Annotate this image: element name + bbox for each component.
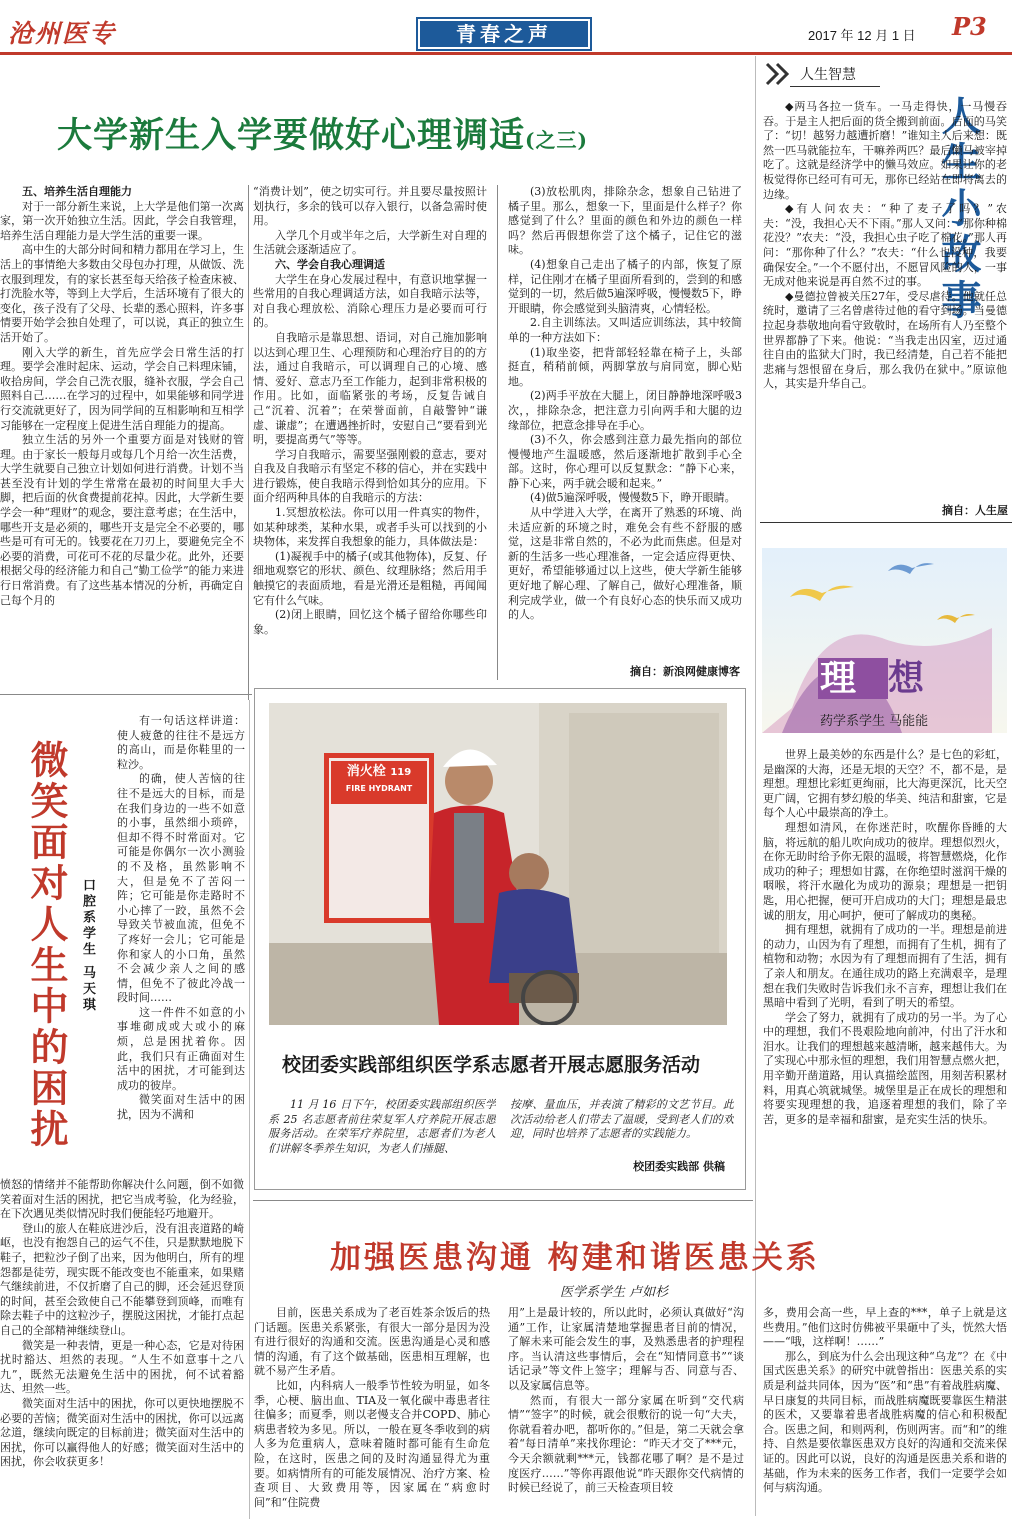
paragraph: 目前，医患关系成为了老百姓茶余饭后的热门话题。医患关系紧张，有很大一部分是因为没有进行很好的沟通和交流。医患沟通是心灵和感情的沟通，有了这个做基础，医患相互理解，也就不易产生矛盾。 <box>254 1306 490 1378</box>
paragraph: 刚入大学的新生，首先应学会日常生活的打理。要学会准时起床、运动，学会自己料理床铺，收拾房间，学会自己洗衣服，缝补衣服，学会自己照料自己……在学习的过程中，如果能够和同学进行交流就更好了，因为同学间的互相影响和互相学习能够在一定程度上促进生活自理能力的提高。 <box>0 345 244 432</box>
ideal-title: 理想 <box>820 658 955 699</box>
story-text <box>763 100 1007 505</box>
smile-vertical-title: 微笑面对人生中的困扰 <box>24 740 69 1150</box>
volunteer-photo <box>269 703 727 1025</box>
paragraph: ◆曼德拉曾被关压27年，受尽虐待。他就任总统时，邀请了三名曾虐待过他的看守到场。当曼德拉起身恭敬地向看守致敬时，在场所有人乃至整个世界都静了下来。他说：“当我走出囚室，迈过通往自由的监狱大门时，我已经清楚，自己若不能把悲痛与怨恨留在身后，那么我仍在狱中。”原谅他人，其实是升华自己。 <box>763 289 1007 391</box>
column-banner: 青春之声 <box>416 17 592 51</box>
paragraph: ◆有人问农夫：“种了麦子了吗？”农夫：“没，我担心天不下雨。”那人又问：“那你种棉花没？”农夫：“没，我担心虫子吃了棉花。”那人再问：“那你种了什么？”农夫：“什么也没种，我要确保安全。”一个不愿付出，不愿冒风险的人，一事无成对他来说是再自然不过的事。 <box>763 202 1007 289</box>
newspaper-name: 沧州医专 <box>8 19 117 48</box>
doctor-column-1 <box>254 1306 490 1516</box>
photo-text-left: 11 月 16 日下午，校团委实践部组织医学系 25 名志愿者前往荣复军人疗养院开展志愿服务活动。在荣军疗养院里，志愿者们为老人们讲解冬季养生知识，为老人们捶腿、 <box>268 1098 496 1155</box>
article-column-1 <box>0 185 244 705</box>
smile-text-wide <box>0 1178 244 1516</box>
paragraph: “消费计划”，使之切实可行。并且要尽量按照计划执行，多余的钱可以存入银行，以备急需时使用。 <box>253 185 487 228</box>
paragraph: 2.自主训练法。又叫适应训练法，其中较简单的一种方法如下： <box>508 316 742 344</box>
paragraph: 这一件件不如意的小事堆砌成或大或小的麻烦，总是困扰着你。因此，我们只有正确面对生活中的困扰，才可能到达成功的彼岸。 <box>117 1005 245 1092</box>
paragraph: 学会了努力，就拥有了成功的另一半。为了心中的理想，我们不畏艰险地向前冲，付出了汗水和泪水。让我们的理想越来越清晰，越来越伟大。为了实现心中那永恒的理想，我们用智慧点燃火把，用辛勤开凿道路，用认真描绘蓝图，用刻苦积累材料，用真心筑就城堡。城堡里是正在成长的理想和将要实现理想的我，追逐着理想的我们，除了辛苦，更多的是幸福和甜蜜，是充实生活的快乐。 <box>763 1010 1007 1126</box>
doctor-column-2 <box>508 1306 744 1516</box>
paragraph: 比如，内科病人一般季节性较为明显，如冬季，心梗、脑出血、TIA及一氧化碳中毒患者往往偏多；而夏季，则以老慢支合并COPD、肺心病患者较为多见。所以，一般在夏冬季收到的病人多为危重病人，意味着随时都可能有生命危险，在这时，医患之间的及时沟通显得尤为重要。如病情所有的可能发展情况、治疗方案、检查项目、大致费用等，因家属在“病愈时间”和“住院费 <box>254 1378 490 1509</box>
paragraph: (1)取坐姿，把背部轻轻靠在椅子上，头部挺直，稍稍前倾，两脚掌放与肩同宽，脚心贴地。 <box>508 345 742 388</box>
paragraph: 大学生在身心发展过程中，有意识地掌握一些常用的自我心理调适方法，如自我暗示法等，对自我心理放松、消除心理压力是必要而可行的。 <box>253 272 487 330</box>
divider <box>253 1200 753 1201</box>
smile-text-narrow <box>117 714 245 1180</box>
paragraph: 微笑面对生活中的困扰，你可以更快地摆脱不必要的苦恼；微笑面对生活中的困扰，你可以远离忿道，继续向既定的目标前进；微笑面对生活中的困扰，你可以赢得他人的好感；微笑面对生活中的困扰，你会收获更多！ <box>0 1396 244 1469</box>
paragraph: 微笑面对生活中的困扰，因为不满和 <box>117 1093 245 1122</box>
paragraph: (3)不久，你会感到注意力最先指向的部位慢慢地产生温暖感，然后逐渐地扩散到手心全部。这时，你心理可以反复默念：“静下心来，静下心来，两手就会暖和起来。” <box>508 433 742 490</box>
paragraph: (3)放松肌肉，排除杂念，想象自己钻进了橘子里。那么，想象一下，里面是什么样子？你感觉到了什么？里面的颜色和外边的颜色一样吗？然后再假想你尝了这个橘子，记住它的滋味。 <box>508 185 742 257</box>
issue-date: 2017 年 12 月 1 日 <box>808 28 916 43</box>
paragraph: (4)想象自己走出了橘子的内部，恢复了原样，记住刚才在橘子里面所看到的，尝到的和感觉到的一切，然后做5遍深呼吸，慢慢数5下，睁开眼睛，你会感觉到头脑清爽，心情轻松。 <box>508 257 742 315</box>
paragraph: 理想如清风，在你迷茫时，吹醒你昏睡的大脑，将远航的船儿吹向成功的彼岸。理想似烈火，在你无助时给予你无限的温暖，将智慧燃烧，化作成功的种子；理想如甘露，在你绝望时滋润干燥的咽喉，将汗水融化为成功的源泉；理想是一把钥匙，用心把握，便可开启成功的大门；理想是最忠诚的朋友，用心呵护，便可了解成功的奥秘。 <box>763 820 1007 922</box>
photo-illustration <box>269 703 727 1025</box>
paragraph: 六、学会自我心理调适 <box>275 257 385 271</box>
article-column-2 <box>253 185 487 680</box>
masthead-rule <box>0 52 1012 55</box>
paragraph: 高中生的大部分时间和精力都用在学习上，生活上的事情绝大多数由父母包办打理，从做饭、洗衣服到理发，有的家长甚至每天给孩子检查床被、打洗脸水等，等到上大学后，生活环境有了很大的变化，孩子没有了父母、长辈的悉心照料，许多事情要开始学会独自处理了，可以说，真正的独立生活开始了。 <box>0 243 244 344</box>
paragraph: 学习自我暗示，需要坚强刚毅的意志，要对自我及自我暗示有坚定不移的信心，并在实践中进行锻炼，使自我暗示得到恰如其分的应用。下面介绍两种具体的自我暗示的方法： <box>253 447 487 505</box>
article-credit: 摘自：新浪网健康博客 <box>630 665 740 678</box>
ideal-text <box>763 748 1007 1188</box>
paragraph: 从中学进入大学，在离开了熟悉的环境、尚未适应新的环境之时，难免会有些不舒服的感觉，这是非常自然的，不必为此而焦虑。但是对新的生活多一些心理准备，一定会适应得更快、更好，希望能够通过以上这些，使大学新生能够更好地了解心理、了解自己，做好心理准备，顺利完成学业，做一个有良好心态的快乐而又成功的人。 <box>508 506 742 622</box>
paragraph: 微笑是一种表情，更是一种心态，它是对待困扰时豁达、坦然的表现。“人生不如意事十之八九”，既然无法避免生活中的困扰，何不试着豁达、坦然一些。 <box>0 1338 244 1396</box>
paragraph: 多，费用会高一些，早上查的***，单子上就是这些费用。”他们这时仿佛被平果砸中了头，恍然大悟——“哦，这样啊！……” <box>763 1306 1007 1349</box>
paragraph: 登山的旅人在鞋底进沙后，没有沮丧道路的崎岖，也没有抱怨自己的运气不佳，只是默默地脱下鞋子，把粒沙子倒了出来，因为他明白，所有的埋怨都是徒劳，现实既不能改变也不能重来，如果赌气继续前进，不仅折磨了自己的脚，还会延迟登顶的时间，甚至会致使自己不能攀登到顶峰，而唯有除去鞋子中的这粒沙子，摆脱这困扰，才能打点起自己的全部精神继续登山。 <box>0 1221 244 1337</box>
story-credit: 摘自：人生屋 <box>942 504 1008 517</box>
page-number: P3 <box>952 12 987 41</box>
divider <box>790 86 880 87</box>
divider <box>0 694 252 695</box>
birds-illustration <box>762 548 1007 733</box>
paragraph: 然而，有很大一部分家属在听到“交代病情”“签字”的时候，就会很敷衍的说一句“大夫，你就看着办吧，都听你的。”但是，第二天就会拿着“每日清单”来找你理论：“昨天才交了***元，今天余额就剩***元，钱都花哪了啊？是不是过度医疗……”等你再跟他说“昨天跟你交代病情的时候已经说了，前三天检查项目较 <box>508 1393 744 1495</box>
paragraph: (4)做5遍深呼吸，慢慢数5下，睁开眼睛。 <box>530 491 736 505</box>
hydrant-sign: 消火栓 119 FIRE HYDRANT <box>331 761 427 804</box>
divider <box>248 185 249 700</box>
paragraph: 有一句话这样讲道：使人疲惫的往往不是远方的高山，而是你鞋里的一粒沙。 <box>117 714 245 771</box>
divider <box>249 700 250 1519</box>
paragraph: 拥有理想，就拥有了成功的一半。理想是前进的动力，山因为有了理想，而拥有了生机，拥有了植物和动物；水因为有了理想而拥有了生活，拥有了亲人和朋友。在通往成功的路上充满艰辛，是理想在我们失败时告诉我们永不言弃，理想让我们在黑暗中看到了光明，看到了明天的希望。 <box>763 923 1007 1010</box>
paragraph: 五、培养生活自理能力 <box>22 185 132 198</box>
divider <box>760 522 1012 523</box>
smile-byline: 口腔系学生 马天琪 <box>80 878 95 1014</box>
article-column-3 <box>508 185 742 660</box>
article-title: 大学新生入学要做好心理调适(之三) <box>57 115 588 156</box>
divider <box>755 56 756 1516</box>
photo-caption-title: 校团委实践部组织医学系志愿者开展志愿服务活动 <box>282 1054 701 1076</box>
story-vertical-title: 人生小故事 <box>935 95 982 325</box>
ideal-byline: 药学系学生 马能能 <box>820 714 929 729</box>
section-label: 人生智慧 <box>800 67 856 83</box>
paragraph: 的确，使人苦恼的往往不是远大的目标，而是在我们身边的一些不如意的小事，虽然细小琐碎，但却不得不时常面对。它可能是你偶尔一次小测验的不及格，虽然影响不大，但是免不了苦闷一阵；它可能是你走路时不小心摔了一跤，虽然不会导致关节被血流，但免不了疼好一会儿；它可能是你和家人的小口角，虽然不会减少亲人之间的感情，但免不了彼此冷战一段时间…… <box>117 772 245 1005</box>
paragraph: 愤怒的情绪并不能帮助你解决什么问题，倒不如微笑着面对生活的困扰，把它当成考验，化为经验，在下次遇见类似情况时我们便能轻巧地避开。 <box>0 1178 244 1221</box>
paragraph: 1.冥想放松法。你可以用一件真实的物件，如某种球类，某种水果，或者手头可以找到的小块物体，来发挥自我想象的能力，具体做法是： <box>253 506 487 549</box>
paragraph: (2)闭上眼睛，回忆这个橘子留给你哪些印象。 <box>253 608 487 636</box>
photo-credit: 校团委实践部 供稿 <box>633 1160 725 1173</box>
paragraph: 独立生活的另外一个重要方面是对钱财的管理。由于家长一般每月或每几个月给一次生活费，大学生就要自己独立计划如何进行消费。计划不当甚至没有计划的学生常常在最初的时间里大手大脚，把后面的伙食费提前花掉。因此，大学新生要学会一种“理财”的观念，要注意考虑；在生活中，哪些开支是必须的，哪些开支是完全不必要的，哪些是可有可无的。钱要花在刀刃上，要避免完全不必要的消费，可花可不花的尽量少花。此外，还要根据父母的经济能力和自己“勤工俭学”的能力来进行日常消费。有了这些基本情况的分析，再确定自己每个月的 <box>0 433 244 607</box>
doctor-byline: 医学系学生 卢如杉 <box>560 1285 669 1300</box>
paragraph: 对于一部分新生来说，上大学是他们第一次离家，第一次开始独立生活。因此，学会自我管理，培养生活自理能力是大学生活的重要一课。 <box>0 199 244 242</box>
paragraph: 入学几个月或半年之后，大学新生对自理的生活就会逐渐适应了。 <box>253 228 487 257</box>
photo-text-right: 按摩、量血压，并表演了精彩的文艺节目。此次活动给老人们带去了温暖，受到老人们的欢迎，同时也培养了志愿者的实践能力。 <box>510 1098 734 1141</box>
paragraph: 世界上最美妙的东西是什么？是七色的彩虹，是幽深的大海，还是无垠的天空？不，都不是，是理想。理想比彩虹更绚丽，比大海更深沉，比天空更广阔，它拥有梦幻般的华美、纯洁和甜蜜，它是每个人心中最崇高的净土。 <box>763 748 1007 820</box>
doctor-column-3 <box>763 1306 1007 1516</box>
ideal-banner <box>762 548 1007 733</box>
doctor-article-title: 加强医患沟通 构建和谐医患关系 <box>330 1240 820 1276</box>
chevron-right-icon <box>765 62 795 86</box>
divider <box>497 185 498 680</box>
paragraph: (1)凝视手中的橘子(或其他物体)，反复、仔细地观察它的形状、颜色、纹理脉络；然后用手触摸它的表面质地，看是光滑还是粗糙，再闻闻它有什么气味。 <box>253 549 487 607</box>
paragraph: 用”上是最计较的，所以此时，必须认真做好“沟通”工作，让家属清楚地掌握患者目前的情况，了解未来可能会发生的事，及熟悉患者的护理程序。当认清这些事情后，会在“知情同意书”“谈话记录”等文件上签字；理解与否、同意与否、以及家属信息等。 <box>508 1306 744 1392</box>
paragraph: (2)两手平放在大腿上，闭目静静地深呼吸3次，，排除杂念，把注意力引向两手和大腿的边缘部位，把意念排导在手心。 <box>508 389 742 432</box>
paragraph: 自我暗示是靠思想、语词，对自己施加影响以达到心理卫生、心理预防和心理治疗目的的方法，通过自我暗示，可以调理自己的心境、感情、爱好、意志乃至工作能力，起到非常积极的作用。比如，面临紧张的考场，反复告诫自己“沉着、沉着”；在荣誉面前，自敲警钟“谦虚、谦虚”；在遭遇挫折时，安慰自己“要看到光明，要提高勇气”等等。 <box>253 330 487 447</box>
paragraph: 那么，到底为什么会出现这种“乌龙”？在《中国式医患关系》的研究中就曾指出：医患关系的实质是利益共同体，因为“医”和“患”有着战胜病魔、早日康复的共同目标，而战胜病魔既要靠医生精湛的医术，又要靠着患者战胜病魔的信心和积极配合。医患之间，和则两利，伤则两害。而“和”的维持、自然是要依靠医患双方良好的沟通和交流来保证的。因此可以说，良好的沟通是医患关系和谐的基础，作为未来的医务工作者，我们一定要学会如何与病沟通。 <box>763 1349 1007 1495</box>
paragraph: ◆两马各拉一货车。一马走得快，一马慢吞吞。于是主人把后面的货全搬到前面。后面的马笑了：“切！越努力越遭折磨！”谁知主人后来想：既然一匹马就能拉车，干嘛养两匹？最后懒马被宰掉吃了。这就是经济学中的懒马效应。如果让你的老板觉得你已经可有可无，那你已经站在即将离去的边缘。 <box>763 100 1007 201</box>
